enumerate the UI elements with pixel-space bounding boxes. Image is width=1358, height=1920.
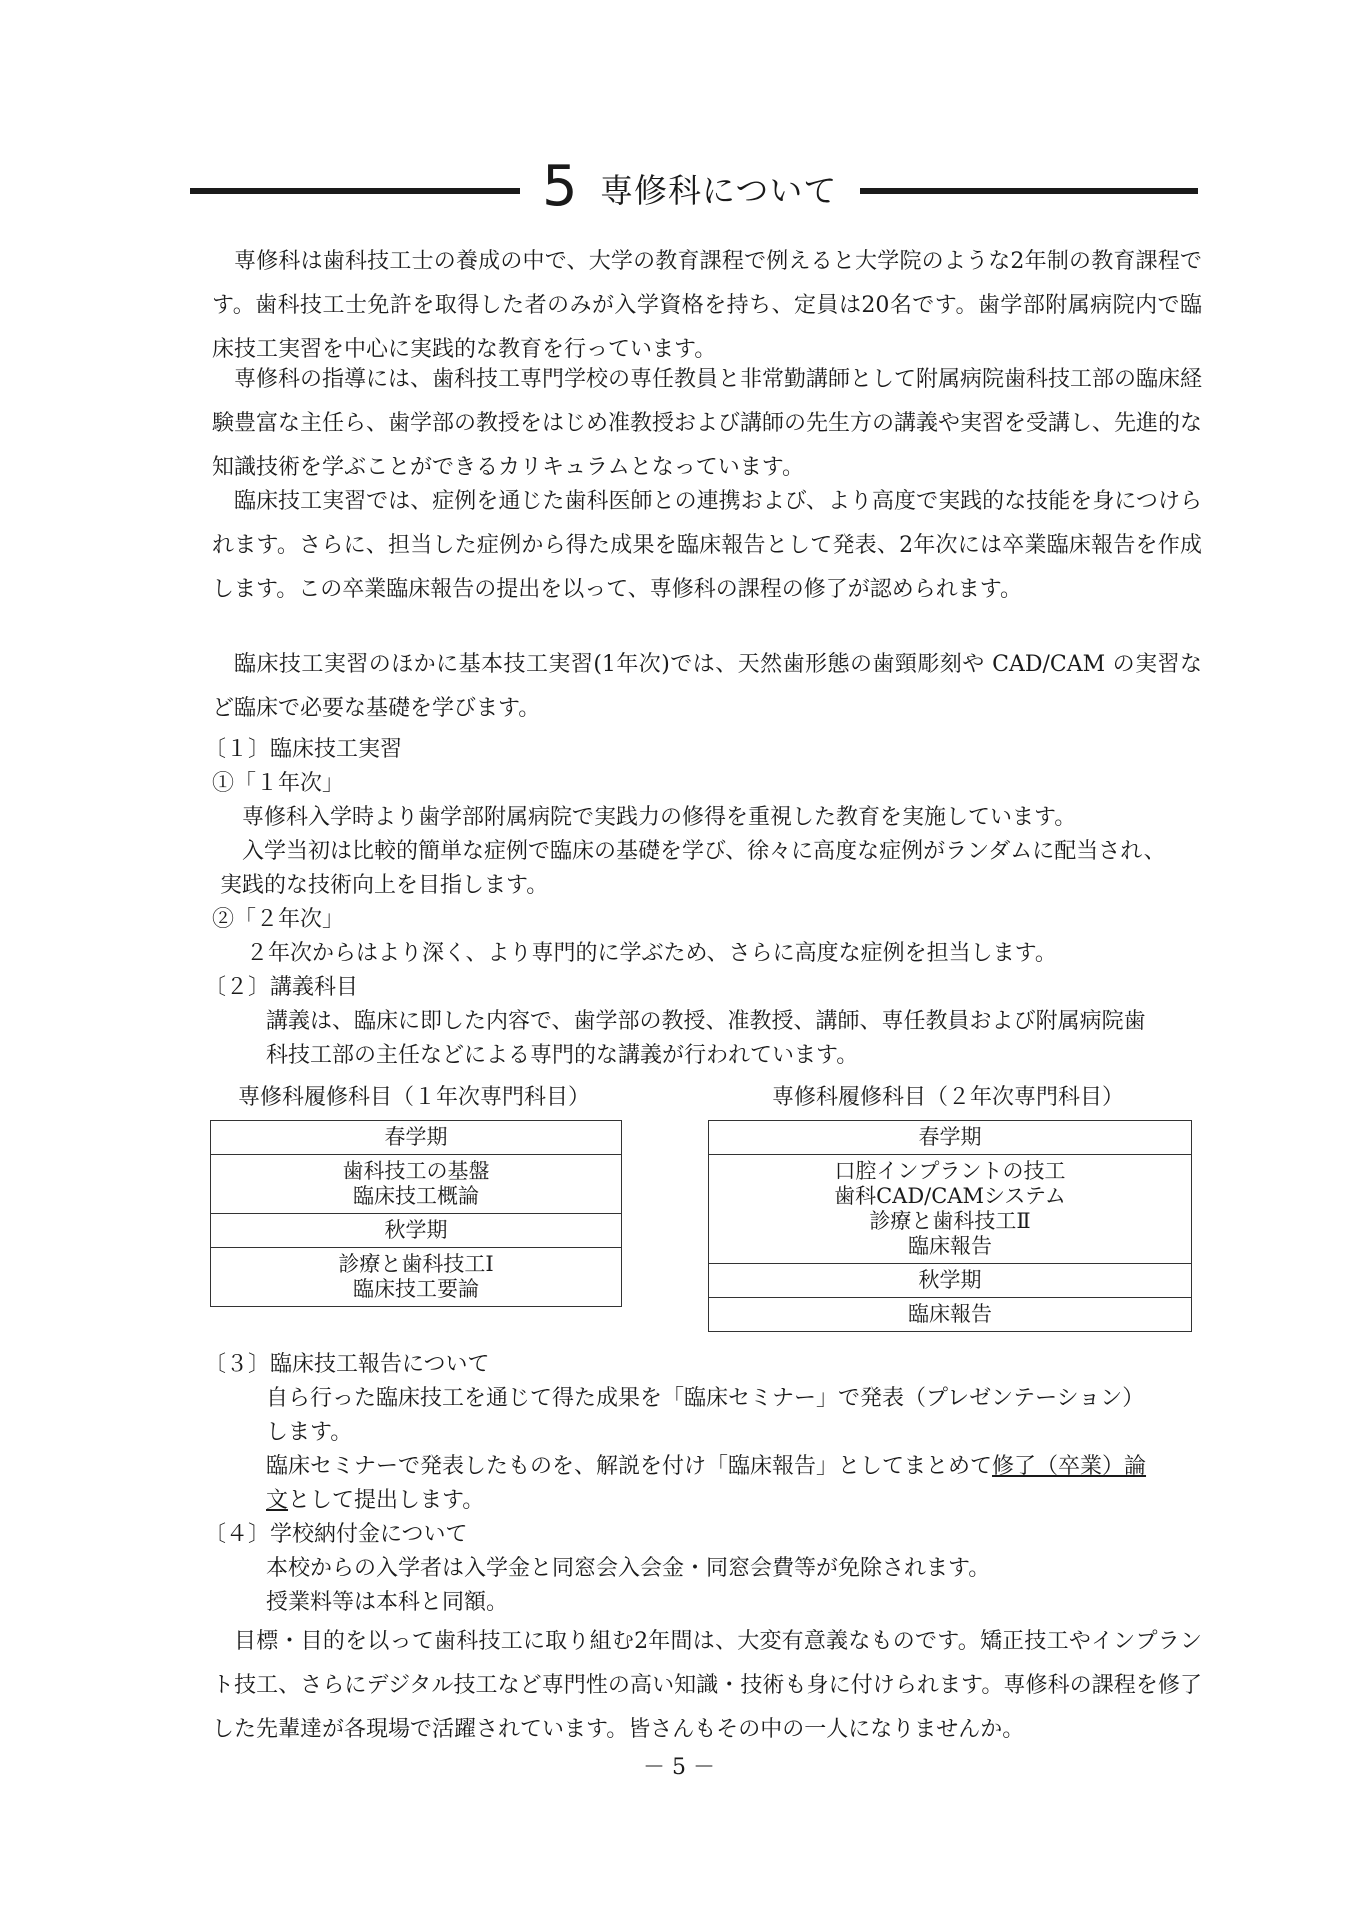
section1-heading: 〔１〕臨床技工実習 [204, 737, 403, 762]
course-item: 診療と歯科技工Ⅰ [338, 1252, 494, 1276]
underlined-text: 文 [266, 1488, 289, 1513]
table-row [709, 1264, 1192, 1298]
intro-paragraph-2: 専修科の指導には、歯科技工専門学校の専任教員と非常勤講師として附属病院歯科技工部の臨床経験豊富な主任ら、歯学部の教授をはじめ准教授および講師の先生方の講義や実習を受講し、先進的な知識技術を学ぶことができるカリキュラムとなっています。 [212, 367, 1203, 480]
table-cell [709, 1155, 1192, 1264]
intro-paragraph-4: 臨床技工実習のほかに基本技工実習(1年次)では、天然歯形態の歯頸彫刻や CAD/CAM の実習など臨床で必要な基礎を学びます。 [212, 652, 1202, 721]
course-table-year1 [210, 1120, 622, 1307]
section3-line4-text: として提出します。 [288, 1488, 485, 1513]
table-row [709, 1155, 1192, 1264]
intro-paragraph-1: 専修科は歯科技工士の養成の中で、大学の教育課程で例えると大学院のような2年制の教育課程です。歯科技工士免許を取得した者のみが入学資格を持ち、定員は20名です。歯学部附属病院内で臨床技工実習を中心に実践的な教育を行っています。 [212, 249, 1202, 362]
course-item: 歯科CAD/CAMシステム [834, 1184, 1066, 1208]
table-row [211, 1155, 622, 1214]
section1-year1-heading: ①「１年次」 [212, 771, 345, 796]
table-cell: 秋学期 [709, 1264, 1192, 1298]
section1-year1-line2: 入学当初は比較的簡単な症例で臨床の基礎を学び、徐々に高度な症例がランダムに配当され、 [242, 839, 1166, 864]
section1-year2-line1: ２年次からはより深く、より専門的に学ぶため、さらに高度な症例を担当します。 [246, 941, 1057, 966]
course-item: 臨床技工要論 [353, 1277, 479, 1301]
section2-line1: 講義は、臨床に即した内容で、歯学部の教授、准教授、講師、専任教員および附属病院歯 [266, 1009, 1146, 1034]
section3-line2: します。 [266, 1420, 353, 1445]
heading-rule-left [190, 188, 520, 194]
section1-year2-heading: ②「２年次」 [212, 907, 345, 932]
course-item: 診療と歯科技工Ⅱ [869, 1209, 1031, 1233]
section4-heading: 〔４〕学校納付金について [204, 1522, 468, 1547]
section4-line1: 本校からの入学者は入学金と同窓会入会金・同窓会費等が免除されます。 [266, 1556, 991, 1581]
intro-paragraph-3: 臨床技工実習では、症例を通じた歯科医師との連携および、より高度で実践的な技能を身につけられます。さらに、担当した症例から得た成果を臨床報告として発表、2年次には卒業臨床報告を作成します。この卒業臨床報告の提出を以って、専修科の課程の修了が認められます。 [212, 489, 1202, 602]
section3-line4 [266, 1484, 484, 1518]
course-table-year2 [708, 1120, 1192, 1332]
section4-line2: 授業料等は本科と同額。 [266, 1590, 509, 1615]
page-number: － 5 － [643, 1755, 715, 1780]
table-row [211, 1248, 622, 1307]
table2-title: 専修科履修科目（２年次専門科目） [772, 1085, 1125, 1110]
table-cell [211, 1248, 622, 1307]
course-item: 歯科技工の基盤 [342, 1159, 490, 1183]
section3-heading: 〔３〕臨床技工報告について [204, 1352, 490, 1377]
heading-number: 5 [542, 154, 578, 219]
heading-rule-right [860, 188, 1198, 194]
closing-paragraph: 目標・目的を以って歯科技工に取り組む2年間は、大変有意義なものです。矯正技工やインプラント技工、さらにデジタル技工など専門性の高い知識・技術も身に付けられます。専修科の課程を修了した先輩達が各現場で活躍されています。皆さんもその中の一人になりませんか。 [212, 1629, 1202, 1742]
section3-line3-text: 臨床セミナーで発表したものを、解説を付け「臨床報告」としてまとめて [266, 1454, 993, 1479]
heading-title: 専修科について [600, 171, 838, 210]
section3-line3 [266, 1450, 1146, 1484]
table-row [709, 1121, 1192, 1155]
section-heading [190, 154, 1198, 219]
table-cell: 春学期 [709, 1121, 1192, 1155]
course-item: 口腔インプラントの技工 [834, 1159, 1066, 1183]
section1-year1-line1: 専修科入学時より歯学部附属病院で実践力の修得を重視した教育を実施しています。 [242, 805, 1077, 830]
table-cell: 春学期 [211, 1121, 622, 1155]
course-item: 臨床報告 [908, 1234, 992, 1258]
table-cell [211, 1155, 622, 1214]
section1-year1-line3: 実践的な技術向上を目指します。 [220, 873, 549, 898]
underlined-text: 修了（卒業）論 [992, 1454, 1147, 1479]
table1-title: 専修科履修科目（１年次専門科目） [238, 1085, 591, 1110]
section3-line1: 自ら行った臨床技工を通じて得た成果を「臨床セミナー」で発表（プレゼンテーション） [266, 1386, 1145, 1411]
table-cell: 臨床報告 [709, 1298, 1192, 1332]
section2-heading: 〔２〕講義科目 [204, 975, 359, 1000]
section2-line2: 科技工部の主任などによる専門的な講義が行われています。 [266, 1043, 859, 1068]
table-row [211, 1121, 622, 1155]
course-item: 臨床技工概論 [353, 1184, 479, 1208]
table-row [709, 1298, 1192, 1332]
table-cell: 秋学期 [211, 1214, 622, 1248]
table-row [211, 1214, 622, 1248]
